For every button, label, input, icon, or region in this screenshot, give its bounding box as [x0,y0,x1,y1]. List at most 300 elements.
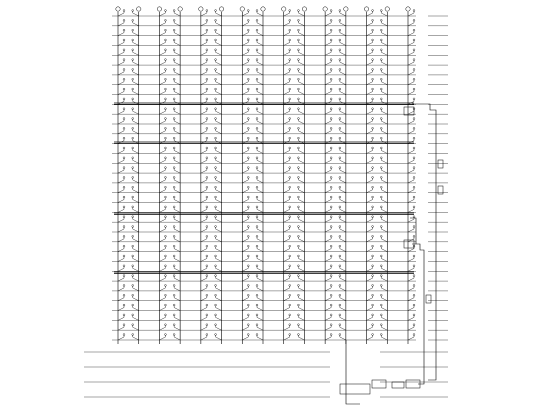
branch-fixture [133,60,139,65]
branch-fixture [298,139,304,144]
equipment-box [426,295,431,303]
branch-fixture [242,158,248,163]
branch-fixture [216,276,222,281]
branch-fixture [133,247,139,252]
branch-fixture [201,227,207,232]
branch-fixture [381,296,387,301]
branch-fixture [340,315,346,320]
branch-fixture [367,227,373,232]
branch-fixture [216,237,222,242]
branch-fixture [242,60,248,65]
branch-fixture [408,266,414,271]
branch-fixture [257,90,263,95]
branch-fixture [408,247,414,252]
branch-fixture [257,50,263,55]
branch-fixture [367,335,373,340]
branch-fixture [159,247,165,252]
branch-fixture [257,21,263,26]
branch-fixture [201,21,207,26]
branch-fixture [216,40,222,45]
branch-fixture [325,60,331,65]
branch-fixture [216,227,222,232]
branch-fixture [284,198,290,203]
branch-fixture [257,80,263,85]
branch-fixture [325,129,331,134]
branch-fixture [340,158,346,163]
branch-fixture [298,188,304,193]
branch-fixture [325,217,331,222]
branch-fixture [284,119,290,124]
branch-fixture [257,31,263,36]
equipment-box [392,382,404,388]
branch-fixture [242,256,248,261]
branch-fixture [325,21,331,26]
branch-fixture [408,99,414,104]
branch-fixture [174,90,180,95]
branch-fixture [133,315,139,320]
branch-fixture [381,178,387,183]
riser-top-markers [116,7,410,11]
branch-fixture [118,148,124,153]
branch-fixture [133,227,139,232]
branch-fixture [325,256,331,261]
branch-fixture [298,286,304,291]
branch-fixture [201,139,207,144]
branch-fixture [174,31,180,36]
branch-fixture [257,129,263,134]
branch-fixture [298,99,304,104]
branch-fixture [340,266,346,271]
branch-fixture [257,40,263,45]
branch-fixture [408,198,414,203]
branch-fixture [381,247,387,252]
branch-fixture [340,60,346,65]
branch-fixture [118,21,124,26]
branch-fixture [408,237,414,242]
branch-fixture [159,119,165,124]
branch-fixture [242,109,248,114]
branch-fixture [257,198,263,203]
branch-fixture [367,325,373,330]
branch-fixture [340,247,346,252]
branch-fixture [340,129,346,134]
branch-fixture [159,306,165,311]
branch-fixture [242,139,248,144]
branch-fixture [381,237,387,242]
branch-fixture [174,207,180,212]
branch-fixture [118,335,124,340]
branch-fixture [298,256,304,261]
branch-fixture [340,178,346,183]
branch-fixture [201,90,207,95]
branch-fixture [242,247,248,252]
riser-marker [219,7,223,11]
branch-fixture [242,119,248,124]
branch-fixture [284,276,290,281]
branch-fixture [367,217,373,222]
branch-fixture [325,247,331,252]
branch-fixture [367,168,373,173]
branch-fixture [340,335,346,340]
branch-fixture [159,60,165,65]
branch-fixture [408,109,414,114]
branch-fixture [118,129,124,134]
branch-fixture [298,178,304,183]
riser-pipes [118,12,408,344]
branch-fixture [284,139,290,144]
branch-fixture [216,188,222,193]
branch-fixture [325,31,331,36]
branch-fixture [298,80,304,85]
branch-fixture [159,237,165,242]
branch-fixture [201,276,207,281]
branch-fixture [381,31,387,36]
branch-fixture [367,109,373,114]
branch-fixture [216,80,222,85]
branch-fixture [340,276,346,281]
branch-fixture [381,256,387,261]
branch-fixture [408,315,414,320]
branch-fixture [408,178,414,183]
riser-marker [116,7,120,11]
branch-fixture [201,158,207,163]
branch-fixture [325,40,331,45]
branch-fixture [284,227,290,232]
branch-fixture [242,286,248,291]
branch-fixture [298,296,304,301]
branch-fixture [159,158,165,163]
branch-fixture [340,148,346,153]
branch-fixture [159,90,165,95]
branch-fixture [201,60,207,65]
branch-fixture [159,139,165,144]
zone-header-pipes [114,103,414,274]
branch-fixture [133,11,139,16]
branch-fixture [284,60,290,65]
branch-fixture [408,188,414,193]
branch-fixture [408,31,414,36]
branch-fixture [298,129,304,134]
branch-fixture [257,109,263,114]
branch-fixture [159,276,165,281]
branch-fixture [201,31,207,36]
branch-fixture [242,178,248,183]
branch-fixture [284,109,290,114]
branch-fixture [284,188,290,193]
branch-fixture [174,60,180,65]
branch-fixture [133,168,139,173]
branch-fixture [216,266,222,271]
branch-fixture [340,227,346,232]
branch-fixture [118,247,124,252]
branch-fixture [367,188,373,193]
branch-fixture [257,315,263,320]
branch-fixture [325,276,331,281]
riser-marker [261,7,265,11]
branch-fixture [133,198,139,203]
branch-fixture [284,266,290,271]
branch-fixture [201,109,207,114]
branch-fixture [381,276,387,281]
branch-fixture [325,50,331,55]
branch-fixture [325,178,331,183]
branch-fixture [201,286,207,291]
branch-fixture [284,148,290,153]
branch-fixture [257,227,263,232]
branch-fixture [118,286,124,291]
branch-fixture [298,276,304,281]
branch-fixture [408,325,414,330]
branch-fixture [284,207,290,212]
branch-fixture [325,188,331,193]
branch-fixture [381,70,387,75]
branch-fixture [242,227,248,232]
riser-marker [157,7,161,11]
branch-fixture [242,90,248,95]
branch-fixture [325,306,331,311]
branch-fixture [298,70,304,75]
branch-fixture [381,306,387,311]
branch-fixture [408,286,414,291]
branch-fixture [340,139,346,144]
branch-fixture [340,80,346,85]
branch-fixture [298,227,304,232]
branch-fixture [381,60,387,65]
branch-fixture [118,315,124,320]
branch-fixture [242,296,248,301]
branch-fixture [381,335,387,340]
branch-fixture [201,119,207,124]
branch-fixture [381,139,387,144]
branch-fixture [367,198,373,203]
branch-fixture [133,148,139,153]
branch-fixture [118,50,124,55]
branch-fixture [325,139,331,144]
branch-fixture [118,217,124,222]
branch-fixture [340,50,346,55]
branch-fixture [284,325,290,330]
branch-fixture [242,31,248,36]
branch-fixture [257,296,263,301]
branch-fixture [201,335,207,340]
branch-fixture [174,188,180,193]
branch-fixture [257,266,263,271]
branch-fixture [174,80,180,85]
branch-fixture [298,247,304,252]
branch-fixture [174,129,180,134]
branch-fixture [381,188,387,193]
branch-fixture [133,276,139,281]
branch-fixture [216,247,222,252]
branch-fixture [242,40,248,45]
branch-fixture [216,207,222,212]
branch-fixture [381,286,387,291]
branch-fixture [118,168,124,173]
branch-fixture [367,21,373,26]
branch-fixture [284,296,290,301]
branch-fixture [159,40,165,45]
branch-fixture [159,335,165,340]
branch-fixture [118,198,124,203]
branch-fixture [133,217,139,222]
branch-fixture [257,188,263,193]
branch-fixture [298,109,304,114]
branch-fixture [284,40,290,45]
supply-main [346,104,436,404]
branch-fixture [242,237,248,242]
branch-fixture [118,266,124,271]
branch-fixture [174,11,180,16]
branch-fixture [284,178,290,183]
branch-fixture [381,158,387,163]
branch-fixture [340,70,346,75]
branch-fixture [367,315,373,320]
equipment-box [372,380,386,388]
branch-fixture [159,188,165,193]
branch-fixture [118,139,124,144]
branch-fixture [408,129,414,134]
branch-fixture [408,21,414,26]
branch-fixture [201,50,207,55]
branch-fixture [284,335,290,340]
branch-fixture [257,335,263,340]
branch-fixture [201,40,207,45]
branch-fixture [159,70,165,75]
branch-fixture [133,129,139,134]
branch-fixture [381,129,387,134]
branch-fixture [201,188,207,193]
branch-fixture [257,148,263,153]
branch-fixture [133,237,139,242]
branch-fixture [340,207,346,212]
branch-fixture [325,315,331,320]
branch-fixture [325,148,331,153]
branch-fixture [381,266,387,271]
branch-fixture [174,325,180,330]
branch-fixture [133,40,139,45]
branch-fixture [201,207,207,212]
branch-fixture [367,207,373,212]
riser-marker [344,7,348,11]
branch-fixture [133,286,139,291]
branch-fixture [408,335,414,340]
branch-fixture [133,256,139,261]
branch-fixture [201,168,207,173]
branch-fixture [118,188,124,193]
supply-drop [346,340,360,404]
branch-fixture [284,129,290,134]
branch-fixture [201,129,207,134]
branch-fixture [257,207,263,212]
branch-fixture [284,90,290,95]
branch-fixture [133,306,139,311]
branch-fixture [159,109,165,114]
branch-fixture [381,168,387,173]
riser-marker [178,7,182,11]
branch-fixture [340,198,346,203]
branch-fixture [242,129,248,134]
branch-fixture [216,168,222,173]
branch-fixture [201,70,207,75]
branch-fixture [408,148,414,153]
branch-fixture [325,168,331,173]
branch-fixture [118,60,124,65]
branch-fixture [133,31,139,36]
branch-fixture [118,158,124,163]
branch-fixture [284,99,290,104]
branch-fixture [118,11,124,16]
branch-fixture [216,256,222,261]
branch-fixture [133,139,139,144]
branch-fixture [408,296,414,301]
branch-fixture [201,217,207,222]
branch-fixture [201,296,207,301]
riser-marker [406,7,410,11]
branch-fixture [257,237,263,242]
branch-fixture [216,148,222,153]
branch-fixture [257,168,263,173]
branch-fixture [298,198,304,203]
branch-fixture [174,178,180,183]
branch-fixture [118,306,124,311]
branch-fixture [408,306,414,311]
branch-fixture [242,188,248,193]
branch-fixture [133,70,139,75]
branch-fixture [257,119,263,124]
branch-fixture [284,315,290,320]
branch-fixture [298,237,304,242]
branch-fixture [159,129,165,134]
branch-fixture [367,60,373,65]
branch-fixture [133,50,139,55]
branch-fixture [298,217,304,222]
branch-fixture [367,178,373,183]
branch-fixture [201,306,207,311]
branch-fixture [367,31,373,36]
branch-fixture [174,266,180,271]
branch-fixture [367,129,373,134]
branch-fixture [174,50,180,55]
branch-fixture [284,306,290,311]
branch-fixture [174,237,180,242]
branch-fixture [174,109,180,114]
equipment-box [438,160,443,168]
branch-fixture [298,11,304,16]
branch-fixture [118,296,124,301]
branch-fixture [133,109,139,114]
branch-fixture [298,306,304,311]
branch-fixture [381,198,387,203]
branch-fixture [174,158,180,163]
pump-equipment [340,107,443,394]
branch-fixture [133,90,139,95]
branch-fixture [298,315,304,320]
branch-fixture [174,276,180,281]
branch-fixture [174,148,180,153]
branch-fixture [367,148,373,153]
branch-fixture [159,207,165,212]
branch-fixture [216,109,222,114]
branch-fixture [408,139,414,144]
branch-fixture [325,335,331,340]
branch-fixture [284,21,290,26]
branch-fixture [284,237,290,242]
branch-fixture [159,315,165,320]
riser-marker [137,7,141,11]
branch-fixture [257,276,263,281]
branch-fixture [340,109,346,114]
branch-fixture [216,178,222,183]
